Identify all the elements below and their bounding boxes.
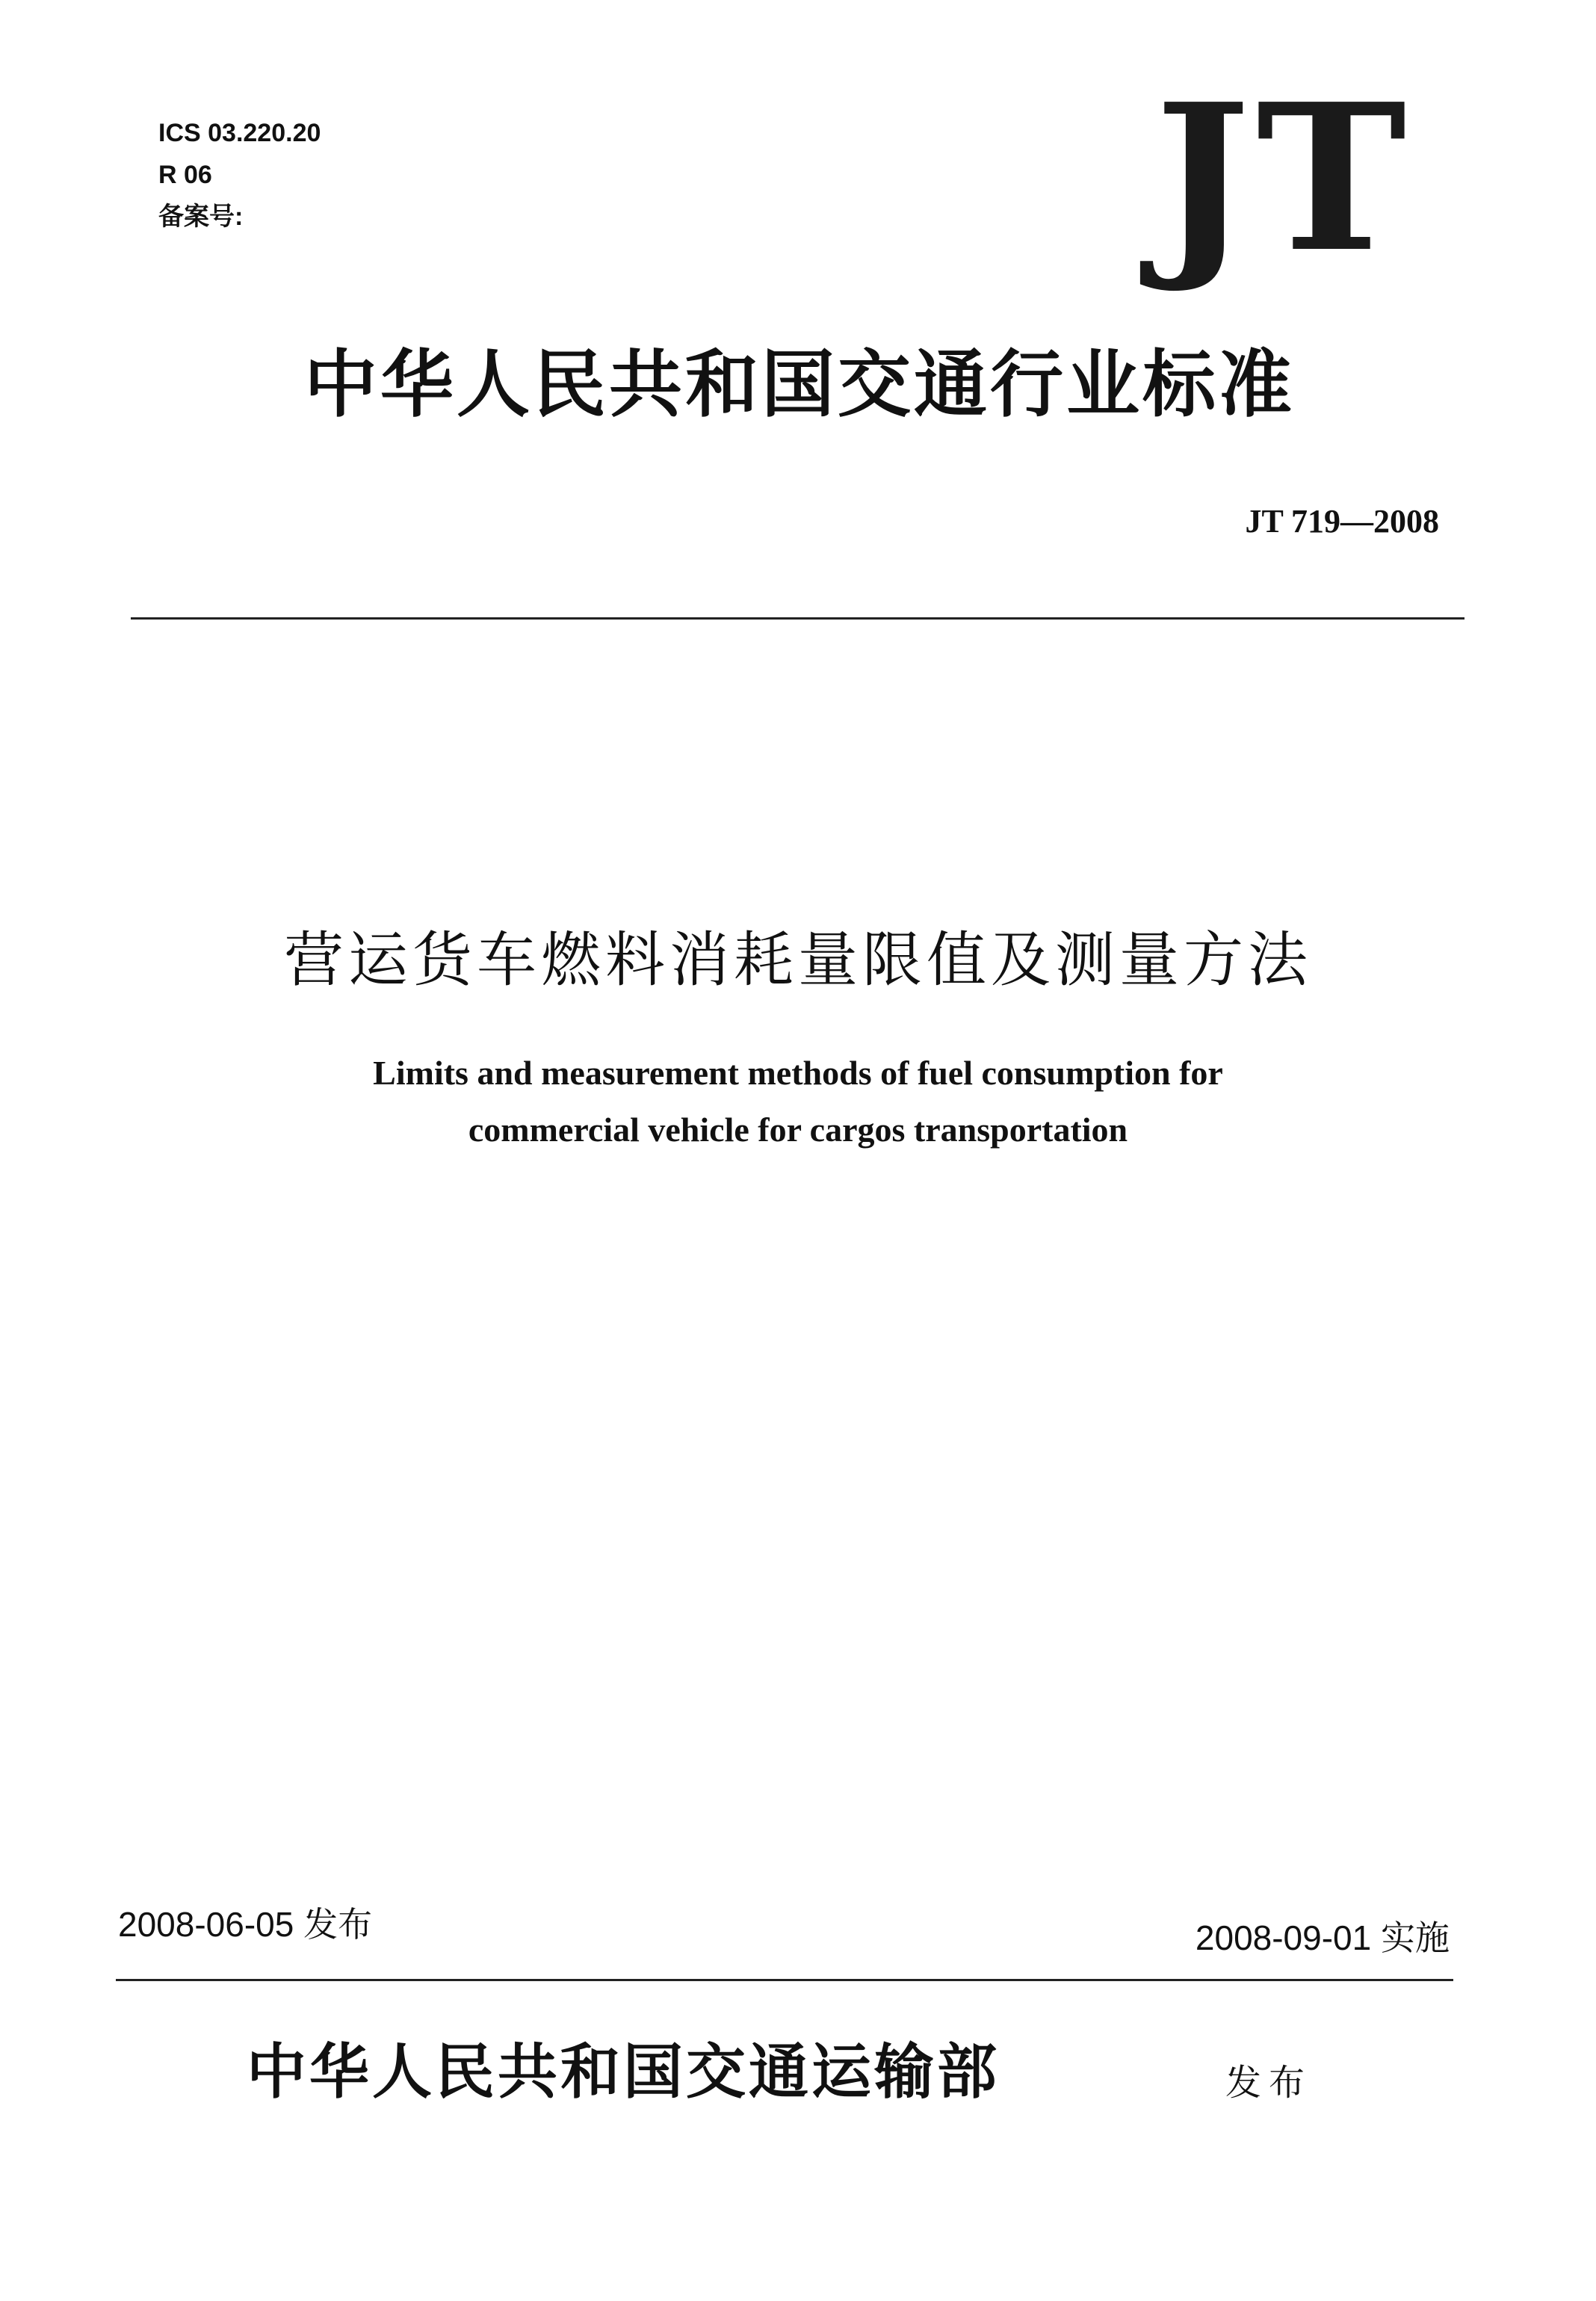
publisher-name: 中华人民共和国交通运输部: [247, 2037, 1000, 2107]
top-divider: [131, 617, 1464, 620]
ics-code: ICS 03.220.20: [158, 119, 321, 147]
class-code: R 06: [158, 161, 212, 189]
publish-label: 发布: [1225, 2062, 1313, 2104]
english-title-line-1: Limits and measurement methods of fuel consumption for: [373, 1054, 1223, 1092]
document-title-english: [126, 1045, 1470, 1158]
classification-block: [158, 112, 321, 238]
standard-number: JT 719—2008: [1245, 503, 1439, 540]
bottom-divider: [116, 1979, 1453, 1981]
issuer-title: 中华人民共和国交通行业标准: [303, 342, 1295, 427]
record-number-label: 备案号:: [158, 203, 244, 231]
document-title-chinese: 营运货车燃料消耗量限值及测量方法: [284, 925, 1312, 995]
issue-date: 2008-06-05 发布: [118, 1905, 373, 1944]
effective-date: 2008-09-01 实施: [1195, 1918, 1450, 1957]
english-title-line-2: commercial vehicle for cargos transportation: [468, 1111, 1128, 1149]
jt-logo: JT: [1154, 59, 1413, 297]
